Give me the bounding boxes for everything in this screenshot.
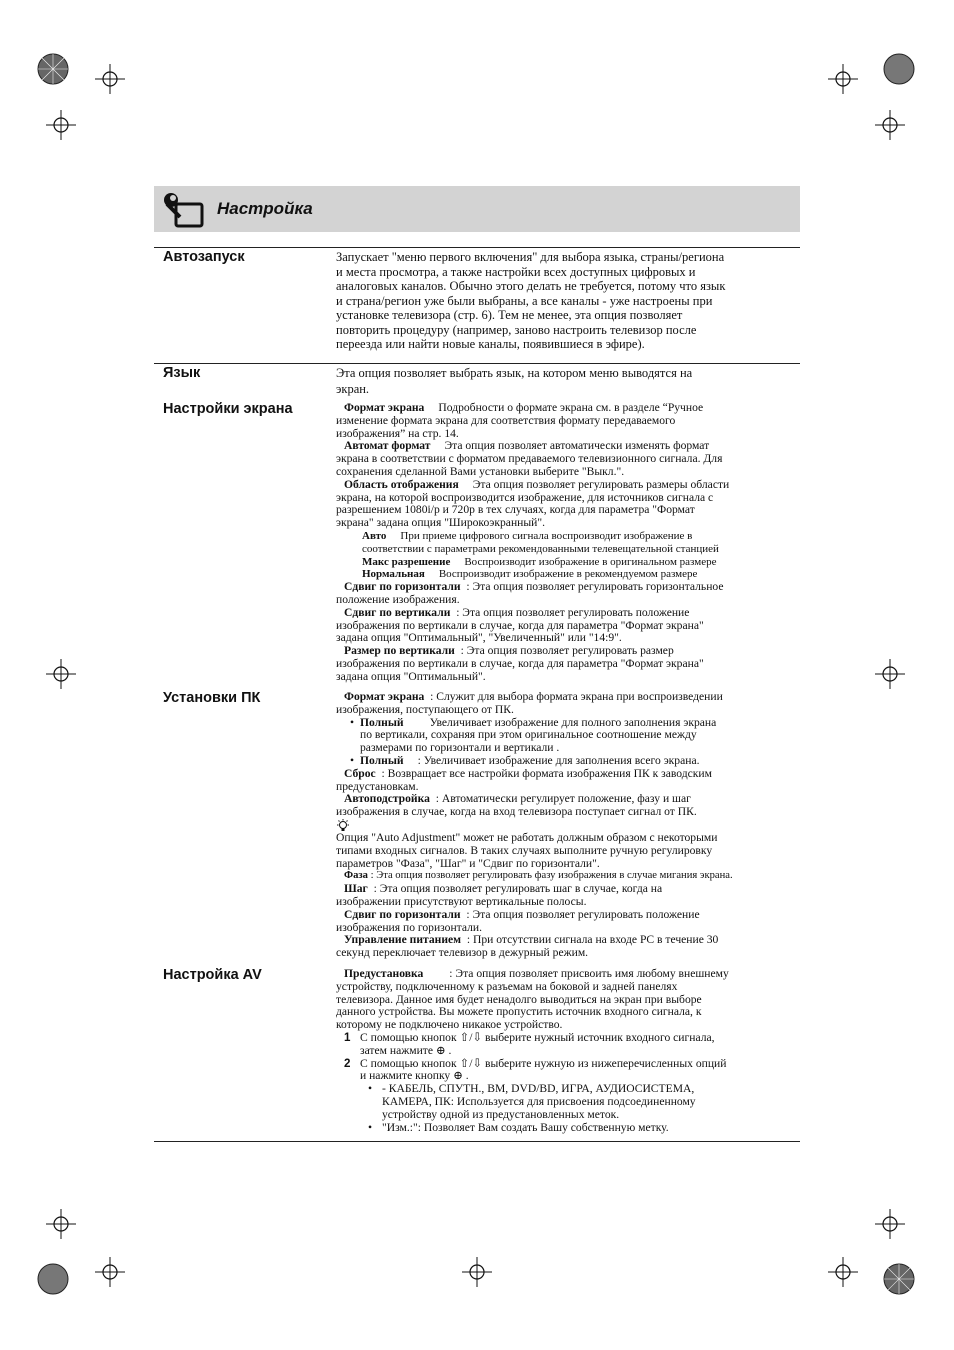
text-line: сохранения сделанной Вами установки выберите "Выкл.". bbox=[336, 464, 625, 478]
step-number: 1 bbox=[344, 1030, 351, 1044]
row-label-pc: Установки ПК bbox=[163, 690, 261, 706]
text-line: изображения по вертикали в случае, когда для параметра "Формат экрана" bbox=[336, 656, 704, 670]
text-line: положение изображения. bbox=[336, 592, 460, 606]
text-line: Подробности о формате экрана см. в разделе “Ручное bbox=[438, 401, 704, 414]
text-line: Опция "Auto Adjustment" может не работать должным образом с некоторыми bbox=[336, 830, 718, 844]
power-management-keyword: Управление питанием bbox=[344, 933, 462, 947]
text-line: по вертикали, сохраняя при этом оригинальное соотношение между bbox=[360, 728, 697, 742]
format-keyword: Формат экрана bbox=[344, 401, 425, 414]
text-line: данного устройства. Вы можете пропустить источник входного сигнала, к bbox=[336, 1005, 702, 1019]
text-line: экрана" задана опция "Широкоэкранный". bbox=[336, 516, 545, 530]
crosshair-mark-icon bbox=[826, 62, 860, 96]
text-line: Эта опция позволяет автоматически изменять формат bbox=[444, 439, 710, 453]
text-line: : Возвращает все настройки формата изображения ПК к заводским bbox=[381, 766, 712, 780]
text-line: аналоговых каналов. Обычно этого делать не требуется, потому что язык bbox=[336, 279, 726, 293]
registration-mark-icon bbox=[36, 52, 70, 86]
display-area-keyword: Область отображения bbox=[344, 477, 459, 491]
registration-mark-icon bbox=[882, 52, 916, 86]
text-line: секунд переключает телевизор в дежурный режим. bbox=[336, 946, 589, 960]
text-line: изображения по горизонтали. bbox=[336, 920, 483, 934]
crosshair-mark-icon bbox=[44, 108, 78, 142]
step-number: 2 bbox=[344, 1056, 351, 1070]
text-line: экрана, на которой воспроизводится изображение, для источников сигнала с bbox=[336, 490, 714, 504]
text-line: Увеличивает изображение для полного заполнения экрана bbox=[429, 715, 717, 729]
pitch-keyword: Шаг bbox=[344, 882, 368, 896]
text-line: установке телевизора (стр. 6). Тем не менее, эта опция позволяет bbox=[336, 308, 683, 322]
text-line: переезда или найти новые каналы, появившиеся в эфире). bbox=[336, 337, 645, 351]
text-line: соответствии с параметрами рекомендованными телевещательной станцией bbox=[362, 542, 719, 555]
auto-format-keyword: Автомат формат bbox=[344, 439, 431, 453]
divider bbox=[154, 363, 800, 364]
crosshair-mark-icon bbox=[460, 1255, 494, 1289]
text-line: телевизора. Данное имя будет ненадолго выводиться на экран при выборе bbox=[336, 992, 702, 1006]
text-line: типами входных сигналов. В таких случаях выполните ручную регулировку bbox=[336, 843, 713, 857]
text-line: повторить процедуру (например, заново настроить телевизор после bbox=[336, 322, 697, 337]
wrench-tv-icon bbox=[158, 190, 208, 230]
phase-keyword: Фаза bbox=[344, 870, 368, 882]
text-line: изображения по вертикали в случае, когда для параметра "Формат экрана" bbox=[336, 618, 704, 632]
text-line: • - КАБЕЛЬ, СПУТН., ВМ, DVD/BD, ИГРА, АУДИОСИСТЕМА, bbox=[336, 1083, 802, 1096]
registration-mark-icon bbox=[36, 1262, 70, 1296]
text-line: предустановкам. bbox=[336, 779, 419, 793]
full-keyword: Полный bbox=[360, 753, 404, 767]
pc-settings-description bbox=[336, 691, 802, 960]
text-line: затем нажмите ⊕ . bbox=[360, 1043, 452, 1057]
registration-mark-icon bbox=[882, 1262, 916, 1296]
text-line: задана опция "Оптимальный". bbox=[336, 669, 486, 683]
text-line: размерами по горизонтали и вертикали . bbox=[360, 741, 560, 755]
text-line: разрешением 1080i/p и 720p в тех случаях, когда для параметра "Формат bbox=[336, 503, 695, 517]
text-line: При приеме цифрового сигнала воспроизводит изображение в bbox=[400, 529, 693, 542]
crosshair-mark-icon bbox=[44, 657, 78, 691]
divider bbox=[154, 1141, 800, 1142]
text-line: которому не подключено никакое устройство. bbox=[336, 1018, 563, 1032]
language-description bbox=[336, 365, 802, 397]
text-line: : При отсутствии сигнала на входе PC в течение 30 bbox=[466, 933, 719, 947]
auto-keyword: Авто bbox=[362, 529, 387, 542]
text-line: задана опция "Оптимальный", "Увеличенный" или "14:9". bbox=[336, 631, 622, 645]
text-line: С помощью кнопок ⇧/⇩ выберите нужный источник входного сигнала, bbox=[360, 1030, 715, 1044]
text-line: : Эта опция позволяет присвоить имя любому внешнему bbox=[449, 967, 729, 980]
text-line: : Служит для выбора формата экрана при воспроизведении bbox=[430, 690, 723, 703]
h-shift-keyword: Сдвиг по горизонтали bbox=[344, 907, 461, 921]
text-line: : Эта опция позволяет регулировать горизонтальное bbox=[466, 580, 724, 594]
text-line: Эта опция позволяет выбрать язык, на котором меню выводятся на bbox=[336, 366, 693, 380]
h-shift-keyword: Сдвиг по горизонтали bbox=[344, 580, 461, 594]
full-keyword: Полный bbox=[360, 715, 404, 729]
text-line: устройству одной из предустановленных меток. bbox=[382, 1107, 620, 1121]
auto-adjust-keyword: Автоподстройка bbox=[344, 792, 430, 806]
text-line: С помощью кнопок ⇧/⇩ выберите нужную из нижеперечисленных опций bbox=[360, 1056, 727, 1070]
av-settings-description bbox=[336, 968, 802, 1134]
pc-format-keyword: Формат экрана bbox=[344, 690, 425, 703]
text-line: изображения, поступающего от ПК. bbox=[336, 702, 514, 716]
text-line: : Эта опция позволяет регулировать положение bbox=[466, 907, 700, 921]
text-line: : Эта опция позволяет регулировать фазу изображения в случае мигания экрана. bbox=[370, 870, 733, 882]
normal-keyword: Нормальная bbox=[362, 568, 425, 581]
section-header bbox=[154, 186, 800, 232]
text-line: изображения в случае, когда на вход телевизора поступает сигнал от ПК. bbox=[336, 805, 697, 819]
crosshair-mark-icon bbox=[873, 1207, 907, 1241]
row-label-language: Язык bbox=[163, 365, 201, 381]
text-line: : Эта опция позволяет регулировать размер bbox=[460, 644, 674, 658]
text-line: Запускает "меню первого включения" для выбора языка, страны/региона bbox=[336, 250, 725, 264]
row-label-autostart: Автозапуск bbox=[163, 249, 245, 265]
text-line: : Увеличивает изображение для заполнения всего экрана. bbox=[417, 753, 700, 767]
text-line: : Эта опция позволяет регулировать положение bbox=[456, 605, 690, 619]
v-size-keyword: Размер по вертикали bbox=[344, 644, 455, 658]
autostart-description bbox=[336, 250, 802, 352]
crosshair-mark-icon bbox=[873, 108, 907, 142]
text-line: изображении присутствуют вертикальные полосы. bbox=[336, 894, 587, 908]
divider bbox=[154, 247, 800, 248]
crosshair-mark-icon bbox=[93, 62, 127, 96]
reset-keyword: Сброс bbox=[344, 766, 376, 780]
crosshair-mark-icon bbox=[93, 1255, 127, 1289]
crosshair-mark-icon bbox=[44, 1207, 78, 1241]
text-line: изображения” на стр. 14. bbox=[336, 426, 459, 440]
text-line: параметров "Фаза", "Шаг" и "Сдвиг по горизонтали". bbox=[336, 856, 600, 870]
v-shift-keyword: Сдвиг по вертикали bbox=[344, 605, 451, 619]
text-line: : Автоматически регулирует положение, фазу и шаг bbox=[435, 792, 691, 806]
text-line: экран. bbox=[336, 382, 370, 396]
text-line: Воспроизводит изображение в оригинальном размере bbox=[464, 555, 717, 568]
screen-settings-description bbox=[336, 402, 802, 684]
crosshair-mark-icon bbox=[826, 1255, 860, 1289]
text-line: и страна/регион уже были выбраны, а все каналы - уже настроены при bbox=[336, 293, 713, 308]
text-line: Эта опция позволяет регулировать размеры области bbox=[472, 477, 730, 491]
text-line: экрана в соответствии с форматом предаваемого телевизионного сигнала. Для bbox=[336, 452, 723, 466]
crosshair-mark-icon bbox=[873, 657, 907, 691]
text-line: и места просмотра, а также настройки всех доступных цифровых и bbox=[336, 264, 696, 279]
max-resolution-keyword: Макс разрешение bbox=[362, 555, 451, 568]
text-line: КАМЕРА, ПК: Используется для присвоения подсоединенному bbox=[382, 1094, 696, 1108]
text-line: • "Изм.:": Позволяет Вам создать Вашу собственную метку. bbox=[336, 1122, 802, 1135]
row-label-screen: Настройки экрана bbox=[163, 401, 293, 417]
text-line: устройству, подключенному к разъемам на боковой и задней панелях bbox=[336, 979, 678, 993]
text-line: изменение формата экрана для соответствия формату передаваемого bbox=[336, 413, 676, 427]
text-line: Воспроизводит изображение в рекомендуемом размере bbox=[438, 568, 698, 581]
page-title: Настройка bbox=[217, 199, 313, 218]
text-line: и нажмите кнопку ⊕ . bbox=[360, 1069, 469, 1083]
preset-keyword: Предустановка bbox=[344, 967, 424, 980]
row-label-av: Настройка AV bbox=[163, 967, 262, 983]
text-line: : Эта опция позволяет регулировать шаг в случае, когда на bbox=[373, 882, 663, 896]
